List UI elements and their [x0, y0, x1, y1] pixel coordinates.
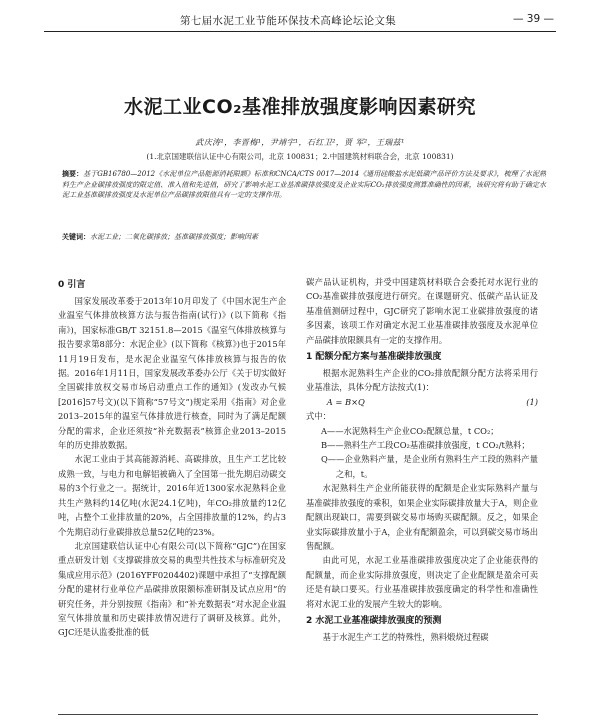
abstract-label: 摘要：	[62, 169, 84, 178]
equation-body: A = B×Q	[326, 396, 365, 407]
abstract-text: 基于GB16780—2012《水泥单位产品能源消耗限额》标准和CNCA/CTS 0017—2014《通用硅酸盐水泥低碳产品评价方法及要求》，梳理了水泥熟料生产企业碳排放强度的限定值、准入值和先进值，研究了影响水泥工业基准碳排放强度及企业实际CO₂排放强度测算准确性的因素，该研究将有助于确定水泥工业基准碳排放强度及水泥单位产品碳排放限值具有一定的支撑作用。	[62, 170, 547, 200]
paragraph: 基于水泥生产工艺的特殊性，熟料煅烧过程碳	[322, 631, 489, 642]
paper-title: 水泥工业CO₂基准排放强度影响因素研究	[124, 96, 476, 118]
equation-1	[306, 395, 538, 409]
definition-q: Q——企业熟料产量，是企业所有熟料生产工段的熟料产量之和，t。	[320, 454, 538, 479]
paragraph: 国家发展改革委于2013年10月印发了《中国水泥生产企业温室气体排放核算方法与报告指南(试行)》(以下简称《指南》)，国家标准GB/T 32151.8—2015《温室气体排放核算与报告要求第8部分：水泥企业》(以下简称《核算》)也于2015年11月19日发布，是水泥企业温室气体排放核算与报告的依据。2016年1月11日，国家发展改革委办公厅《关于切实做好全国碳排放权交易市场启动重点工作的通知》(发改办气候[2016]57号文)(以下简称“57号文”)规定采用《指南》对企业2013–2015年的温室气体排放进行核查，同时为了满足配额分配的需求，企业还须按“补充数据表”核算企业2013–2015年的历史排放数据。	[58, 296, 286, 451]
paragraph: 水泥工业由于其高能源消耗、高碳排放，且生产工艺比较成熟一致，与电力和电解铝被确入了全国第一批先期启动碳交易的3个行业之一。据统计，2016年近1300家水泥熟料企业共生产熟料约14亿吨(水泥24.1亿吨)，年CO₂排放量约12亿吨，占整个工业排放量的20%，占全国排放量的12%，约占3个先期启动行业碳排放总量52亿吨的23%。	[58, 454, 286, 537]
paragraph: 北京国建联信认证中心有限公司(以下简称“GJC”)在国家重点研发计划《支撑碳排放交易的典型共性技术与标准研究及集成应用示范》(2016YFF0204402)课题中承担了“支撑配额分配的建材行业单位产品碳排放限额标准研制及试点应用”的研究任务，并分别按照《指南》和“补充数据表”对水泥企业温室气体排放量和历史碳排放情况进行了调研及核算。此外，GJC还是认监委批准的低	[58, 540, 286, 638]
right-column	[306, 275, 538, 644]
keywords	[62, 232, 546, 242]
footnote-rule	[58, 714, 538, 715]
page-number: — 39 —	[512, 13, 554, 25]
where-label: 式中：	[306, 411, 331, 422]
section-heading-quota: 1 配额分配方案与基准碳排放强度	[306, 352, 442, 363]
paragraph: 由此可见，水泥工业基准碳排放强度决定了企业能获得的配额量，而企业实际排放强度，则决定了企业配额是盈余可卖还是有缺口要买。行业基准碳排放强度确定的科学性和准确性将对水泥工业的发展产生较大的影响。	[306, 555, 538, 609]
keywords-text: 水泥工业；二氧化碳排放；基准碳排放强度；影响因素	[90, 233, 258, 241]
running-header	[44, 8, 556, 32]
proceedings-title: 第七届水泥工业节能环保技术高峰论坛论文集	[180, 15, 396, 27]
section-heading-prediction: 2 水泥工业基准碳排放强度的预测	[306, 615, 442, 626]
keywords-label: 关键词：	[62, 232, 90, 241]
definition-a: A——水泥熟料生产企业CO₂配额总量，t CO₂；	[320, 425, 499, 436]
paragraph: 水泥熟料生产企业所能获得的配额是企业实际熟料产量与基准碳排放强度的乘积，如果企业实际碳排放量大于A，则企业配额出现缺口，需要到碳交易市场购买碳配额。反之，如果企业实际碳排放量小于A，企业有配额盈余，可以到碳交易市场出售配额。	[306, 483, 538, 551]
section-heading-intro: 0 引言	[58, 280, 86, 290]
paragraph: 碳产品认证机构，并受中国建筑材料联合会委托对水泥行业的CO₂基准碳排放强度进行研究。在课题研究、低碳产品认证及基准值测研过程中，GJC研究了影响水泥工业碳排放强度的诸多因素，该项工作对确定水泥工业基准碳排放强度及水泥单位产品碳排放限额具有一定的支撑作用。	[306, 277, 538, 345]
author-list: 武庆涛¹，李晋梅¹，尹靖宇¹，石红卫²，贾 军²，王瑞兹¹	[195, 138, 405, 147]
affiliation: (1.北京国建联信认证中心有限公司，北京 100831；2.中国建筑材料联合会，北京 100831)	[146, 152, 454, 161]
equation-number: (1)	[526, 396, 538, 407]
definition-b: B——熟料生产工段CO₂基准碳排放强度，t CO₂/t熟料；	[320, 440, 530, 451]
paragraph: 根据水泥熟料生产企业的CO₂排放配额分配方法将采用行业基准法，具体分配方法按式(1)：	[306, 368, 538, 393]
abstract	[62, 169, 546, 201]
left-column	[58, 275, 286, 640]
